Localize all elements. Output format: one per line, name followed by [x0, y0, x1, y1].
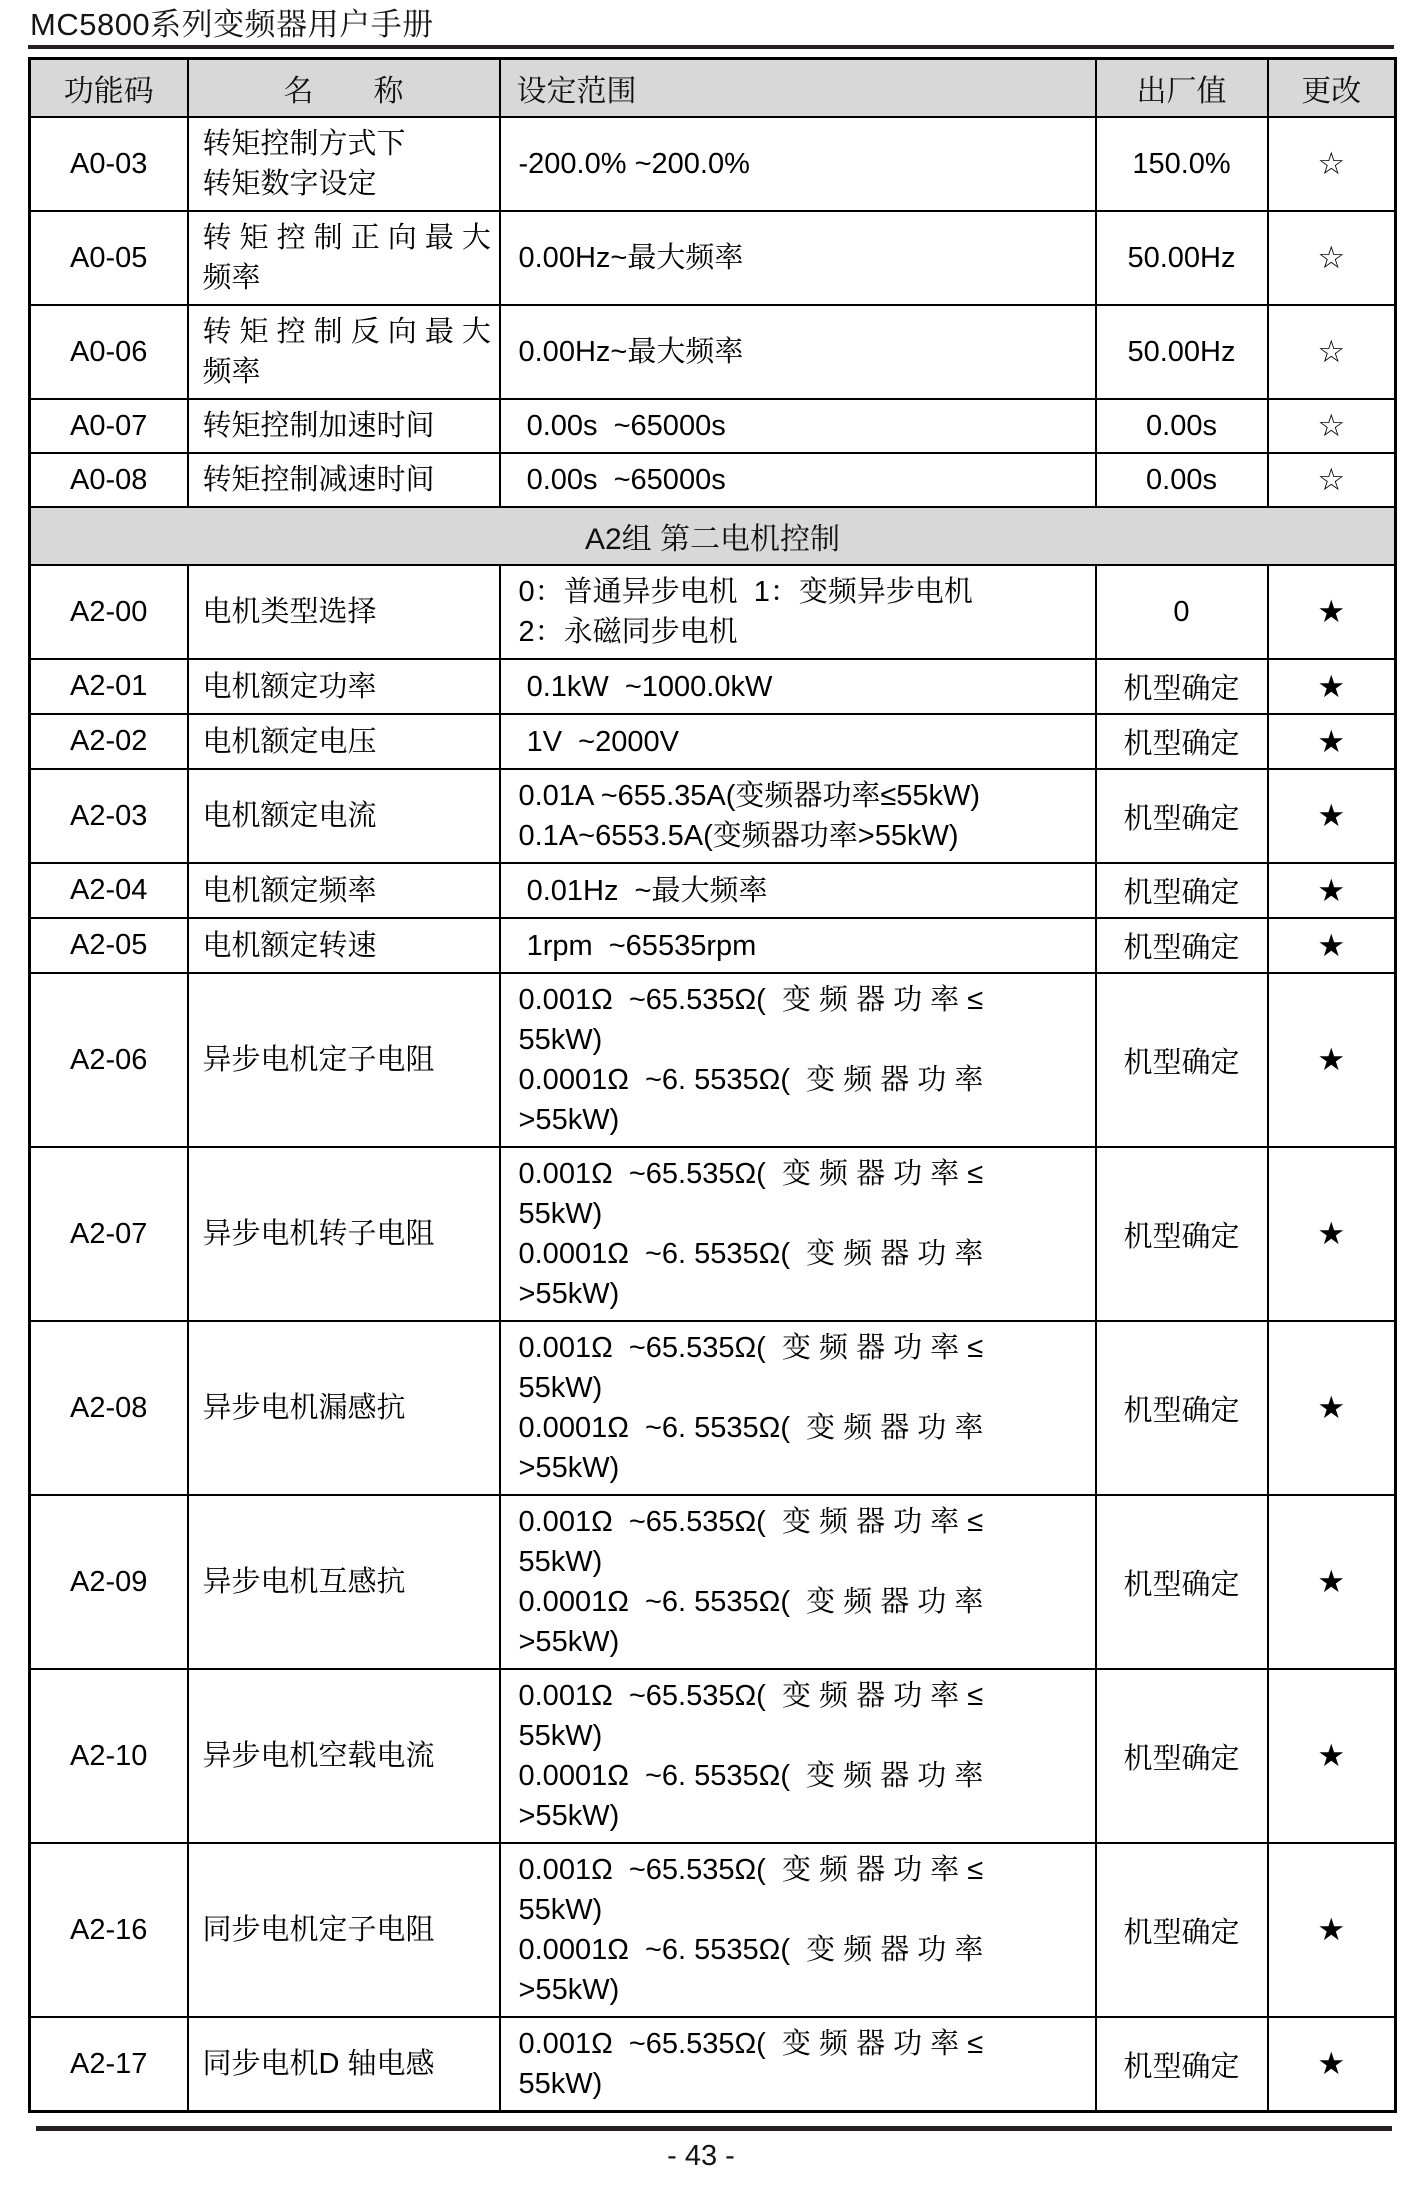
cell-modify — [1268, 714, 1396, 769]
cell-parameter-name — [188, 211, 500, 305]
cell-parameter-name — [188, 863, 500, 918]
cell-parameter-name — [188, 117, 500, 211]
filled-star-icon: ★ — [1317, 594, 1346, 629]
name-line: 同步电机D 轴电感 — [202, 2048, 435, 2080]
cell-factory-default: 150.0% — [1096, 117, 1268, 211]
section-header-row — [30, 507, 1396, 565]
range-line: 0.00Hz~最大频率 — [518, 242, 744, 274]
cell-modify — [1268, 1669, 1396, 1843]
range-line: 2：永磁同步电机 — [518, 616, 738, 648]
cell-factory-default: 机型确定 — [1096, 1843, 1268, 2017]
range-line: 0.001Ω ~65.535Ω( 变 频 器 功 率 ≤ — [518, 984, 984, 1016]
name-line: 同步电机定子电阻 — [202, 1914, 435, 1946]
cell-setting-range — [500, 1495, 1096, 1669]
range-line: 0.0001Ω ~6. 5535Ω( 变 频 器 功 率 — [518, 1934, 984, 1966]
range-line: 0.01Hz ~最大频率 — [518, 874, 768, 907]
range-line: >55kW) — [518, 1626, 620, 1658]
cell-modify — [1268, 1321, 1396, 1495]
cell-modify — [1268, 565, 1396, 659]
name-line: 异步电机互感抗 — [202, 1566, 406, 1598]
cell-setting-range — [500, 117, 1096, 211]
filled-star-icon: ★ — [1317, 927, 1346, 963]
cell-function-code: A2-04 — [30, 863, 188, 918]
cell-function-code: A0-03 — [30, 117, 188, 211]
name-line: 异步电机漏感抗 — [202, 1392, 406, 1424]
filled-star-icon: ★ — [1317, 872, 1346, 908]
range-line: 0.0001Ω ~6. 5535Ω( 变 频 器 功 率 — [518, 1760, 984, 1792]
table-row — [30, 918, 1396, 973]
cell-modify — [1268, 973, 1396, 1147]
cell-modify — [1268, 918, 1396, 973]
cell-setting-range — [500, 565, 1096, 659]
range-line: -200.0% ~200.0% — [518, 148, 750, 180]
table-row — [30, 453, 1396, 507]
name-line: 转 矩 控 制 正 向 最 大 — [202, 222, 491, 254]
range-line: 55kW) — [518, 1894, 603, 1926]
range-line: >55kW) — [518, 1974, 620, 2006]
cell-parameter-name — [188, 565, 500, 659]
cell-setting-range — [500, 399, 1096, 453]
cell-setting-range — [500, 305, 1096, 399]
cell-modify — [1268, 769, 1396, 863]
range-line: 55kW) — [518, 1372, 603, 1404]
range-line: 0.001Ω ~65.535Ω( 变 频 器 功 率 ≤ — [518, 1332, 984, 1364]
cell-function-code: A2-16 — [30, 1843, 188, 2017]
cell-factory-default: 0.00s — [1096, 453, 1268, 507]
table-row — [30, 305, 1396, 399]
table-row — [30, 1321, 1396, 1495]
cell-function-code: A2-10 — [30, 1669, 188, 1843]
cell-function-code: A2-09 — [30, 1495, 188, 1669]
table-row — [30, 399, 1396, 453]
table-header-row — [30, 59, 1396, 118]
filled-star-icon: ★ — [1317, 798, 1346, 833]
range-line: >55kW) — [518, 1104, 620, 1136]
cell-function-code: A2-07 — [30, 1147, 188, 1321]
parameter-table — [28, 57, 1397, 2113]
cell-factory-default: 0.00s — [1096, 399, 1268, 453]
filled-star-icon: ★ — [1317, 1390, 1346, 1425]
col-header-modify: 更改 — [1268, 59, 1396, 118]
name-line: 电机额定频率 — [202, 874, 377, 907]
range-line: 0.001Ω ~65.535Ω( 变 频 器 功 率 ≤ — [518, 1158, 984, 1190]
range-line: 0.1kW ~1000.0kW — [518, 670, 773, 703]
cell-parameter-name — [188, 1843, 500, 2017]
name-line: 转矩数字设定 — [202, 168, 377, 200]
table-row — [30, 769, 1396, 863]
name-line: 异步电机定子电阻 — [202, 1044, 435, 1076]
parameter-table-body — [30, 117, 1396, 2112]
cell-function-code: A2-05 — [30, 918, 188, 973]
cell-setting-range — [500, 973, 1096, 1147]
cell-factory-default: 机型确定 — [1096, 973, 1268, 1147]
table-row — [30, 863, 1396, 918]
cell-modify — [1268, 1495, 1396, 1669]
outline-star-icon: ☆ — [1317, 146, 1346, 181]
table-row — [30, 714, 1396, 769]
table-row — [30, 1495, 1396, 1669]
cell-function-code: A2-06 — [30, 973, 188, 1147]
range-line: 55kW) — [518, 1198, 603, 1230]
cell-setting-range — [500, 1147, 1096, 1321]
table-row — [30, 2017, 1396, 2112]
name-line: 电机额定转速 — [202, 929, 377, 962]
name-line: 转矩控制减速时间 — [202, 464, 435, 496]
page-number: - 43 - — [667, 2140, 735, 2172]
name-line: 电机额定功率 — [202, 670, 377, 703]
cell-function-code: A2-01 — [30, 659, 188, 714]
cell-parameter-name — [188, 399, 500, 453]
range-line: 0.0001Ω ~6. 5535Ω( 变 频 器 功 率 — [518, 1064, 984, 1096]
filled-star-icon: ★ — [1317, 1216, 1346, 1251]
range-line: 1V ~2000V — [518, 725, 679, 758]
cell-parameter-name — [188, 659, 500, 714]
footer-rule — [36, 2126, 1392, 2131]
cell-setting-range — [500, 453, 1096, 507]
cell-function-code: A2-03 — [30, 769, 188, 863]
range-line: 1rpm ~65535rpm — [518, 929, 757, 962]
range-line: 0.001Ω ~65.535Ω( 变 频 器 功 率 ≤ — [518, 1506, 984, 1538]
cell-parameter-name — [188, 453, 500, 507]
cell-modify — [1268, 399, 1396, 453]
cell-modify — [1268, 453, 1396, 507]
name-line: 频率 — [202, 356, 261, 388]
range-line: 55kW) — [518, 1720, 603, 1752]
filled-star-icon: ★ — [1317, 1564, 1346, 1599]
cell-factory-default: 50.00Hz — [1096, 211, 1268, 305]
range-line: 0.0001Ω ~6. 5535Ω( 变 频 器 功 率 — [518, 1238, 984, 1270]
cell-modify — [1268, 659, 1396, 714]
cell-function-code: A2-17 — [30, 2017, 188, 2112]
cell-parameter-name — [188, 305, 500, 399]
cell-setting-range — [500, 1843, 1096, 2017]
col-header-range: 设定范围 — [500, 59, 1096, 118]
cell-factory-default: 机型确定 — [1096, 769, 1268, 863]
name-line: 电机额定电流 — [202, 800, 377, 832]
name-line: 电机额定电压 — [202, 725, 377, 758]
name-line: 电机类型选择 — [202, 596, 377, 628]
cell-factory-default: 机型确定 — [1096, 918, 1268, 973]
col-header-default: 出厂值 — [1096, 59, 1268, 118]
cell-parameter-name — [188, 769, 500, 863]
cell-modify — [1268, 1843, 1396, 2017]
outline-star-icon: ☆ — [1317, 408, 1346, 443]
table-row — [30, 117, 1396, 211]
table-row — [30, 211, 1396, 305]
name-line: 转矩控制方式下 — [202, 128, 406, 160]
section-header-label: A2组 第二电机控制 — [30, 507, 1396, 565]
range-line: 0.1A~6553.5A(变频器功率>55kW) — [518, 820, 959, 852]
outline-star-icon: ☆ — [1317, 240, 1346, 275]
cell-modify — [1268, 1147, 1396, 1321]
cell-modify — [1268, 2017, 1396, 2112]
cell-modify — [1268, 117, 1396, 211]
range-line: >55kW) — [518, 1800, 620, 1832]
filled-star-icon: ★ — [1317, 1912, 1346, 1947]
cell-parameter-name — [188, 714, 500, 769]
cell-parameter-name — [188, 2017, 500, 2112]
cell-setting-range — [500, 2017, 1096, 2112]
range-line: 0.00s ~65000s — [518, 464, 726, 496]
cell-factory-default: 机型确定 — [1096, 1147, 1268, 1321]
table-row — [30, 565, 1396, 659]
filled-star-icon: ★ — [1317, 668, 1346, 704]
cell-parameter-name — [188, 1495, 500, 1669]
cell-setting-range — [500, 769, 1096, 863]
cell-factory-default: 机型确定 — [1096, 1495, 1268, 1669]
filled-star-icon: ★ — [1317, 2046, 1346, 2081]
page-title: MC5800系列变频器用户手册 — [30, 7, 434, 42]
range-line: 55kW) — [518, 2068, 603, 2100]
cell-function-code: A0-08 — [30, 453, 188, 507]
name-line: 异步电机转子电阻 — [202, 1218, 435, 1250]
cell-setting-range — [500, 714, 1096, 769]
outline-star-icon: ☆ — [1317, 334, 1346, 369]
range-line: 0.001Ω ~65.535Ω( 变 频 器 功 率 ≤ — [518, 1854, 984, 1886]
filled-star-icon: ★ — [1317, 1738, 1346, 1773]
cell-modify — [1268, 305, 1396, 399]
table-row — [30, 1147, 1396, 1321]
cell-setting-range — [500, 1321, 1096, 1495]
cell-factory-default: 机型确定 — [1096, 1669, 1268, 1843]
filled-star-icon: ★ — [1317, 1042, 1346, 1077]
range-line: 0.00s ~65000s — [518, 410, 726, 442]
table-row — [30, 1669, 1396, 1843]
cell-setting-range — [500, 211, 1096, 305]
cell-factory-default: 50.00Hz — [1096, 305, 1268, 399]
name-line: 转 矩 控 制 反 向 最 大 — [202, 316, 491, 348]
cell-function-code: A2-00 — [30, 565, 188, 659]
range-line: 55kW) — [518, 1546, 603, 1578]
cell-parameter-name — [188, 1669, 500, 1843]
cell-factory-default: 机型确定 — [1096, 659, 1268, 714]
filled-star-icon: ★ — [1317, 723, 1346, 759]
cell-setting-range — [500, 1669, 1096, 1843]
name-line: 频率 — [202, 262, 261, 294]
range-line: 0.01A ~655.35A(变频器功率≤55kW) — [518, 780, 981, 812]
cell-parameter-name — [188, 918, 500, 973]
cell-setting-range — [500, 659, 1096, 714]
range-line: >55kW) — [518, 1278, 620, 1310]
cell-function-code: A0-05 — [30, 211, 188, 305]
cell-parameter-name — [188, 1321, 500, 1495]
cell-factory-default: 机型确定 — [1096, 2017, 1268, 2112]
range-line: 55kW) — [518, 1024, 603, 1056]
table-row — [30, 973, 1396, 1147]
cell-function-code: A2-02 — [30, 714, 188, 769]
range-line: 0.001Ω ~65.535Ω( 变 频 器 功 率 ≤ — [518, 2028, 984, 2060]
table-row — [30, 1843, 1396, 2017]
title-rule — [28, 45, 1394, 49]
cell-function-code: A0-06 — [30, 305, 188, 399]
outline-star-icon: ☆ — [1317, 462, 1346, 497]
cell-parameter-name — [188, 1147, 500, 1321]
range-line: 0：普通异步电机 1：变频异步电机 — [518, 576, 973, 608]
col-header-code: 功能码 — [30, 59, 188, 118]
cell-factory-default: 机型确定 — [1096, 1321, 1268, 1495]
range-line: 0.00Hz~最大频率 — [518, 336, 744, 368]
cell-factory-default: 机型确定 — [1096, 714, 1268, 769]
range-line: 0.0001Ω ~6. 5535Ω( 变 频 器 功 率 — [518, 1586, 984, 1618]
cell-setting-range — [500, 863, 1096, 918]
cell-parameter-name — [188, 973, 500, 1147]
cell-modify — [1268, 863, 1396, 918]
cell-function-code: A0-07 — [30, 399, 188, 453]
range-line: 0.0001Ω ~6. 5535Ω( 变 频 器 功 率 — [518, 1412, 984, 1444]
cell-factory-default: 0 — [1096, 565, 1268, 659]
cell-function-code: A2-08 — [30, 1321, 188, 1495]
table-row — [30, 659, 1396, 714]
range-line: 0.001Ω ~65.535Ω( 变 频 器 功 率 ≤ — [518, 1680, 984, 1712]
cell-modify — [1268, 211, 1396, 305]
cell-setting-range — [500, 918, 1096, 973]
col-header-name: 名 称 — [188, 59, 500, 118]
range-line: >55kW) — [518, 1452, 620, 1484]
cell-factory-default: 机型确定 — [1096, 863, 1268, 918]
name-line: 异步电机空载电流 — [202, 1740, 435, 1772]
name-line: 转矩控制加速时间 — [202, 410, 435, 442]
